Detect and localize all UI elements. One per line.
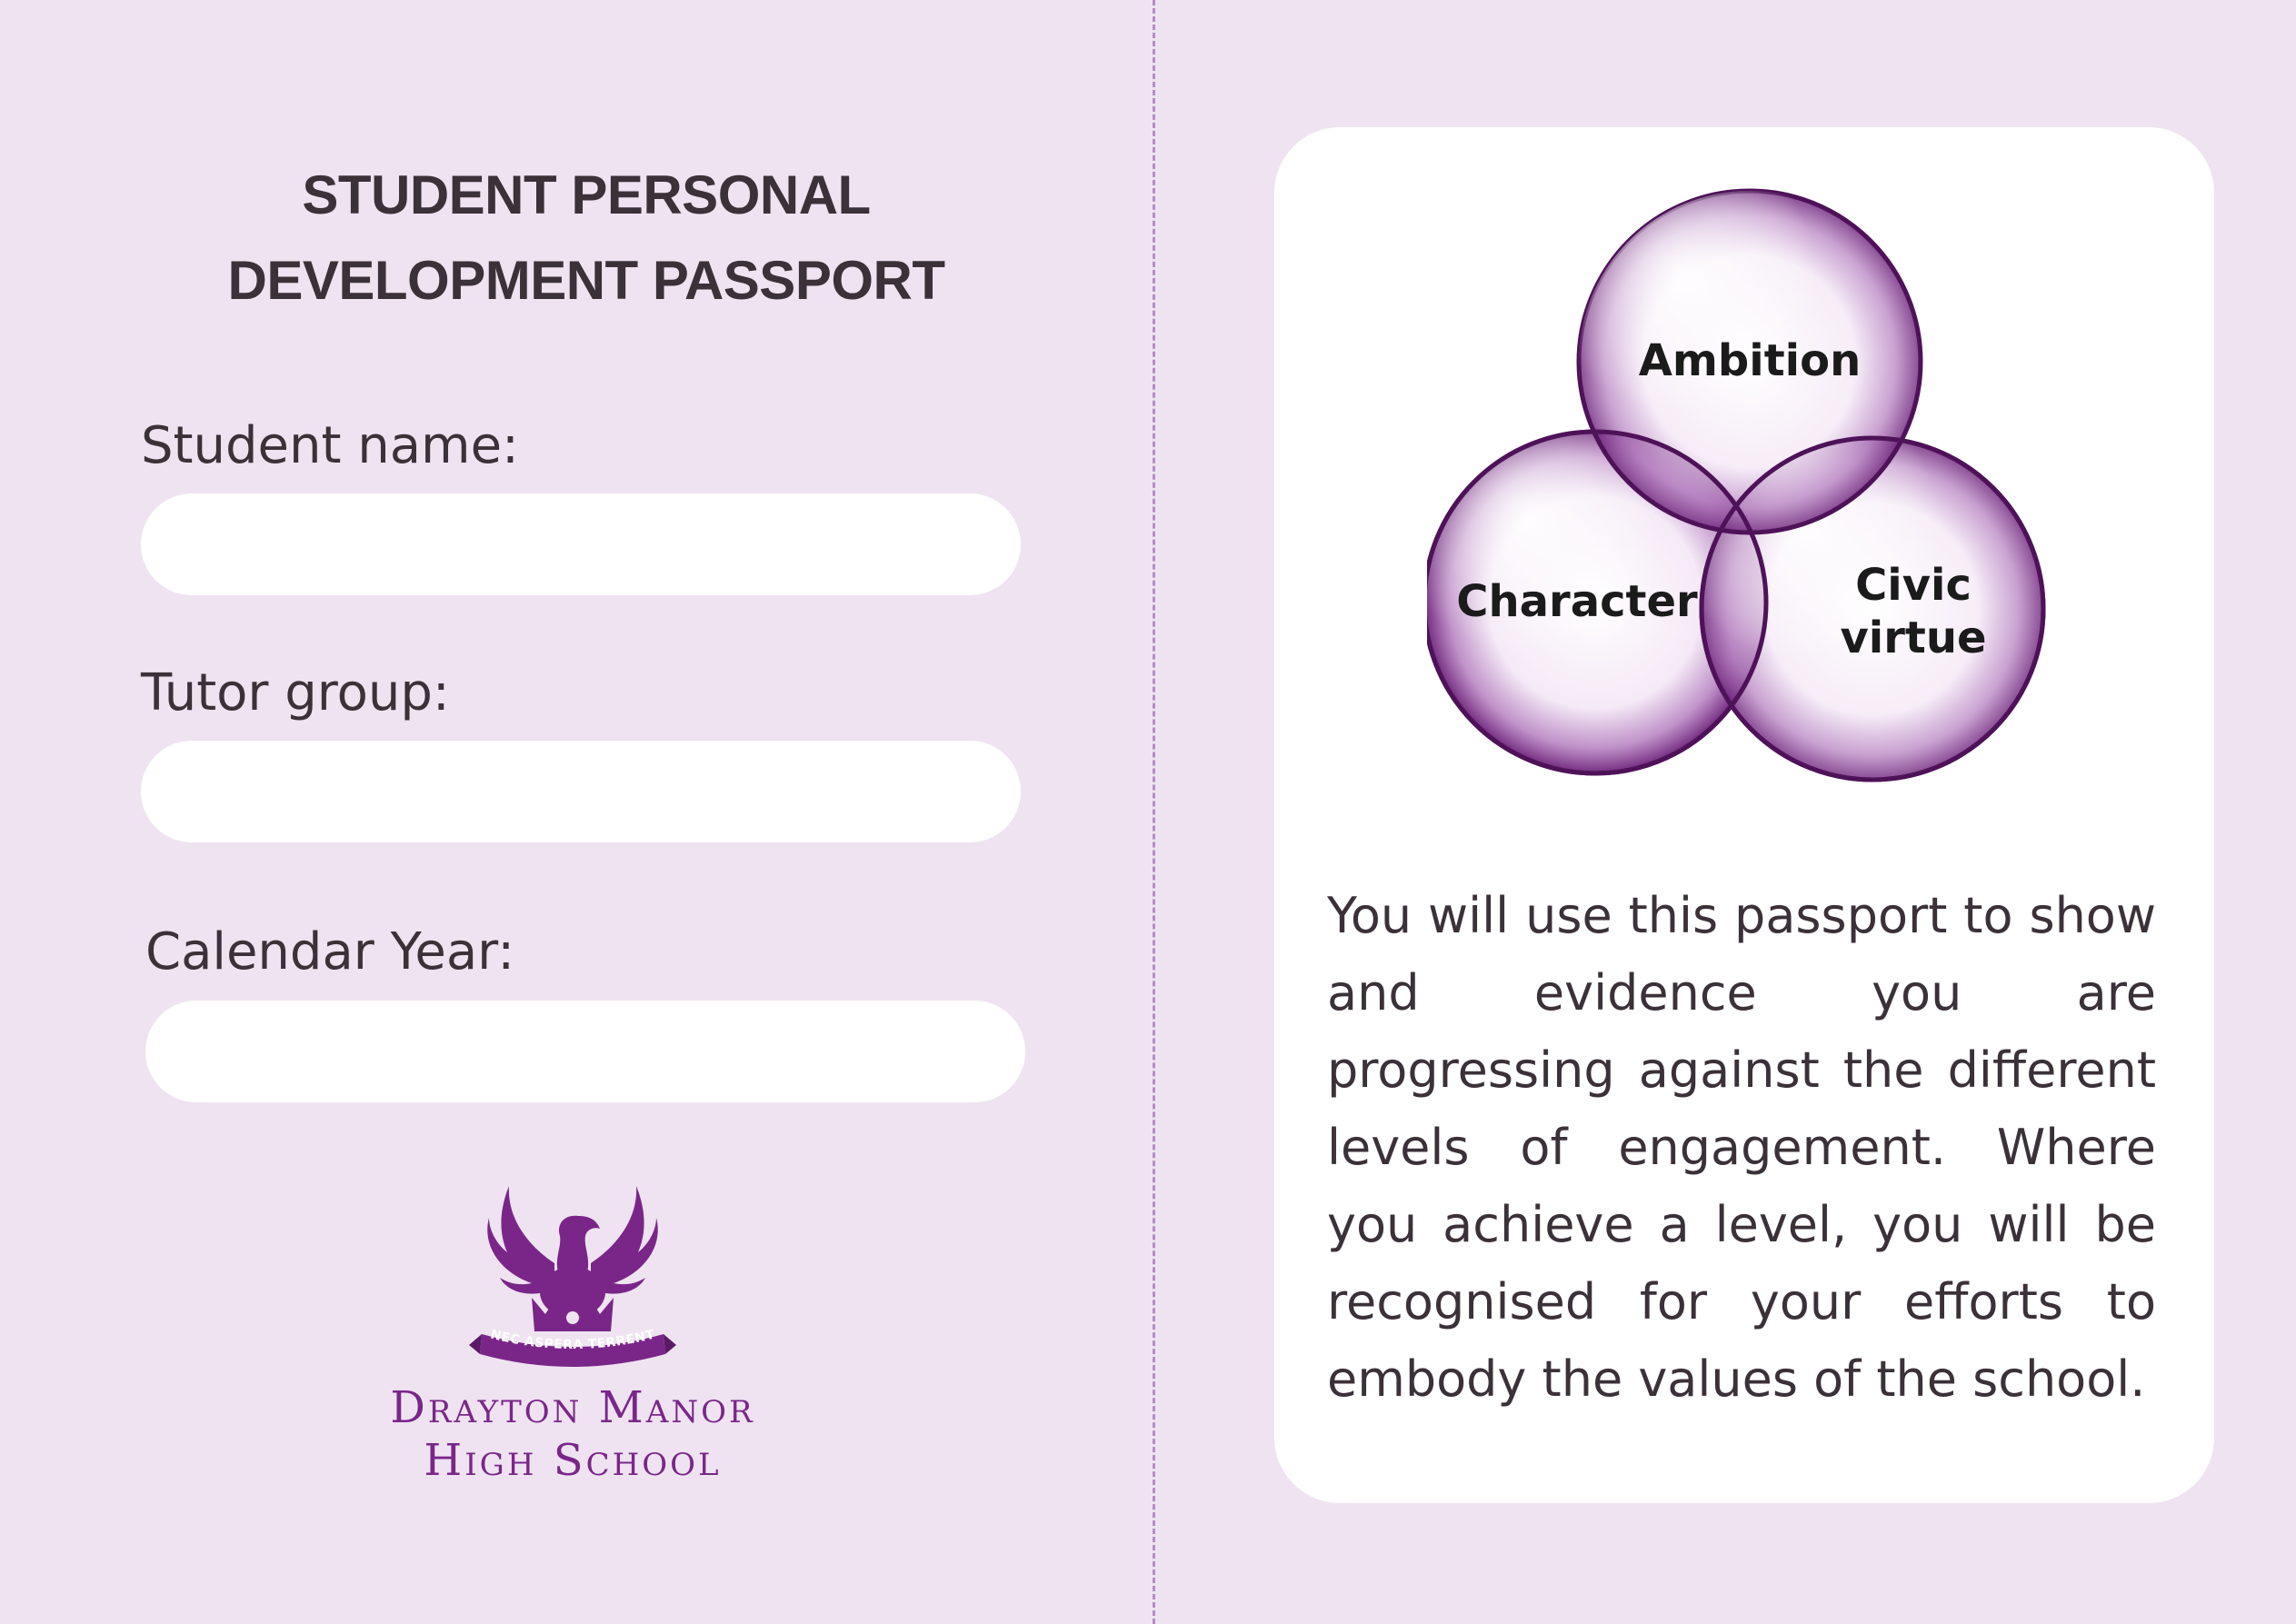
- passport-title: [136, 153, 1036, 324]
- calendar-year-input[interactable]: [145, 1001, 1025, 1102]
- tutor-group-label: Tutor group:: [141, 663, 450, 722]
- school-name-line-1: Drayton Manor: [390, 1382, 755, 1433]
- venn-label-character: Character: [1456, 576, 1698, 627]
- venn-label-virtue: virtue: [1840, 613, 1987, 663]
- school-name: [282, 1381, 863, 1487]
- student-name-input[interactable]: [141, 493, 1021, 595]
- calendar-year-label: Calendar Year:: [145, 922, 515, 981]
- title-line-1: STUDENT PERSONAL: [302, 164, 871, 225]
- student-name-label: Student name:: [141, 416, 519, 475]
- crest-motto: NEC ASPERA TERRENT: [488, 1327, 657, 1353]
- school-name-line-2: High School: [424, 1435, 722, 1486]
- title-line-2: DEVELOPMENT PASSPORT: [227, 250, 945, 311]
- venn-label-civic: Civic: [1855, 560, 1972, 611]
- fold-line-divider: [1153, 0, 1155, 1624]
- values-venn-diagram: [1427, 182, 2063, 800]
- crest-right-wing: [591, 1186, 658, 1294]
- tutor-group-input[interactable]: [141, 741, 1021, 842]
- venn-label-ambition: Ambition: [1638, 335, 1862, 386]
- passport-description: You will use this passport to show and evidence you are progressing against the different levels of engagement. Where you achieve a level, you will be recognised for your efforts to embody the values of the school.: [1327, 887, 2156, 1408]
- crest-left-wing: [487, 1186, 554, 1294]
